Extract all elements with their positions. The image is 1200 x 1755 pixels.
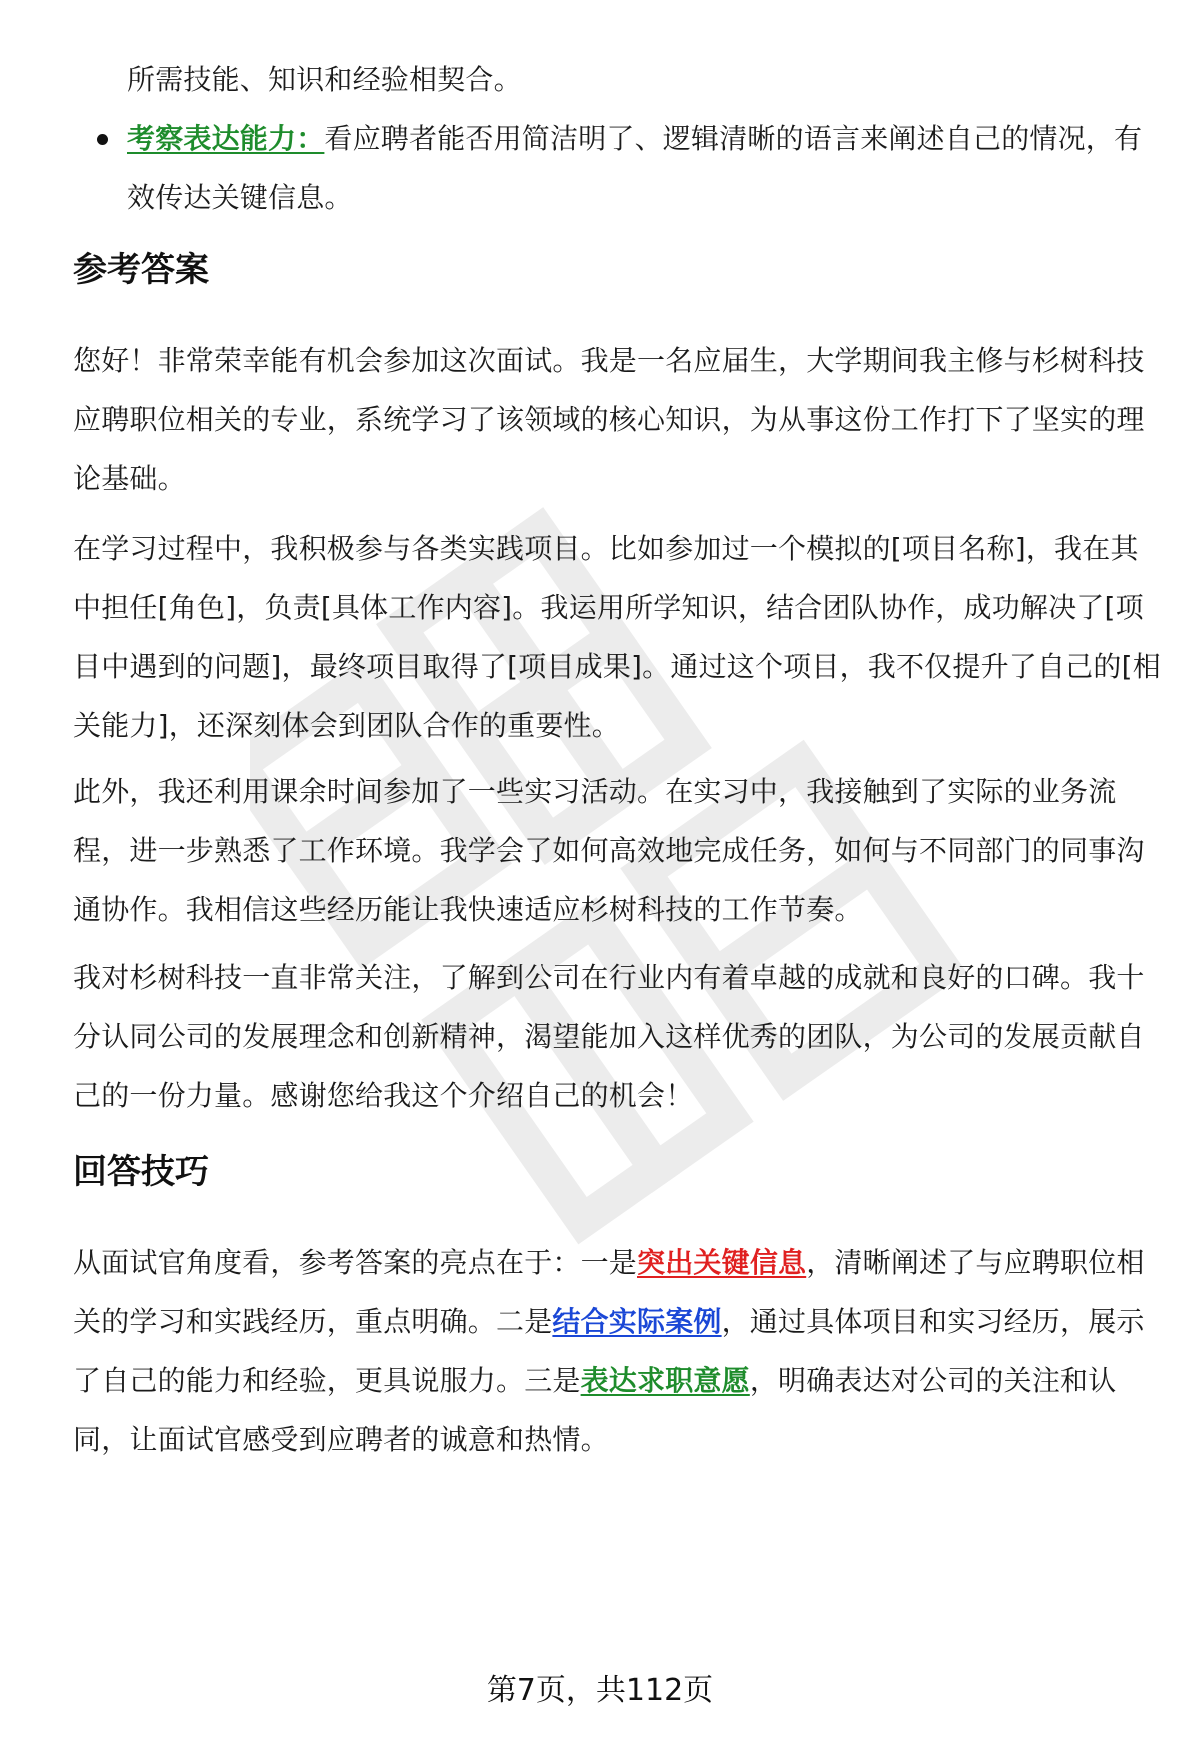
answer-paragraph: 在学习过程中，我积极参与各类实践项目。比如参加过一个模拟的[项目名称]，我在其中担任[角色]，负责[具体工作内容]。我运用所学知识，结合团队协作，成功解决了[项目中遇到的问题]，最终项目取得了[项目成果]。通过这个项目，我不仅提升了自己的[相关能力]，还深刻体会到团队合作的重要性。 <box>73 532 1161 742</box>
bullet-keyword: 考察表达能力： <box>127 122 325 155</box>
tips-keyword-highlight: 突出关键信息 <box>637 1246 807 1279</box>
bullet-item-expression <box>127 109 1163 227</box>
tips-text: ，清晰阐述了与应聘职位相关的学习和实践经历，重点明确。二是 <box>73 1246 1145 1338</box>
tips-keyword-intent: 表达求职意愿 <box>580 1364 750 1397</box>
tips-keyword-case: 结合实际案例 <box>552 1305 722 1338</box>
intro-continuation: 所需技能、知识和经验相契合。 <box>127 63 522 96</box>
section-heading-answer: 参考答案 <box>73 250 209 290</box>
tips-text: 从面试官角度看，参考答案的亮点在于：一是 <box>73 1246 638 1279</box>
tips-text: ，通过具体项目和实习经历，展示了自己的能力和经验，更具说服力。三是 <box>73 1305 1145 1397</box>
page-number: 第7页，共112页 <box>486 1673 714 1708</box>
bullet-dot-icon <box>97 134 108 145</box>
tips-text: ，明确表达对公司的关注和认同，让面试官感受到应聘者的诚意和热情。 <box>73 1364 1117 1456</box>
tips-paragraph <box>73 1233 1163 1469</box>
answer-paragraph: 此外，我还利用课余时间参加了一些实习活动。在实习中，我接触到了实际的业务流程，进一步熟悉了工作环境。我学会了如何高效地完成任务，如何与不同部门的同事沟通协作。我相信这些经历能让我快速适应杉树科技的工作节奏。 <box>73 775 1145 926</box>
answer-paragraph: 您好！非常荣幸能有机会参加这次面试。我是一名应届生，大学期间我主修与杉树科技应聘职位相关的专业，系统学习了该领域的核心知识，为从事这份工作打下了坚实的理论基础。 <box>73 344 1145 495</box>
answer-paragraph: 我对杉树科技一直非常关注，了解到公司在行业内有着卓越的成就和良好的口碑。我十分认同公司的发展理念和创新精神，渴望能加入这样优秀的团队，为公司的发展贡献自己的一份力量。感谢您给我这个介绍自己的机会！ <box>73 961 1145 1112</box>
section-heading-tips: 回答技巧 <box>73 1152 209 1192</box>
bullet-text: 看应聘者能否用简洁明了、逻辑清晰的语言来阐述自己的情况，有效传达关键信息。 <box>127 122 1143 214</box>
